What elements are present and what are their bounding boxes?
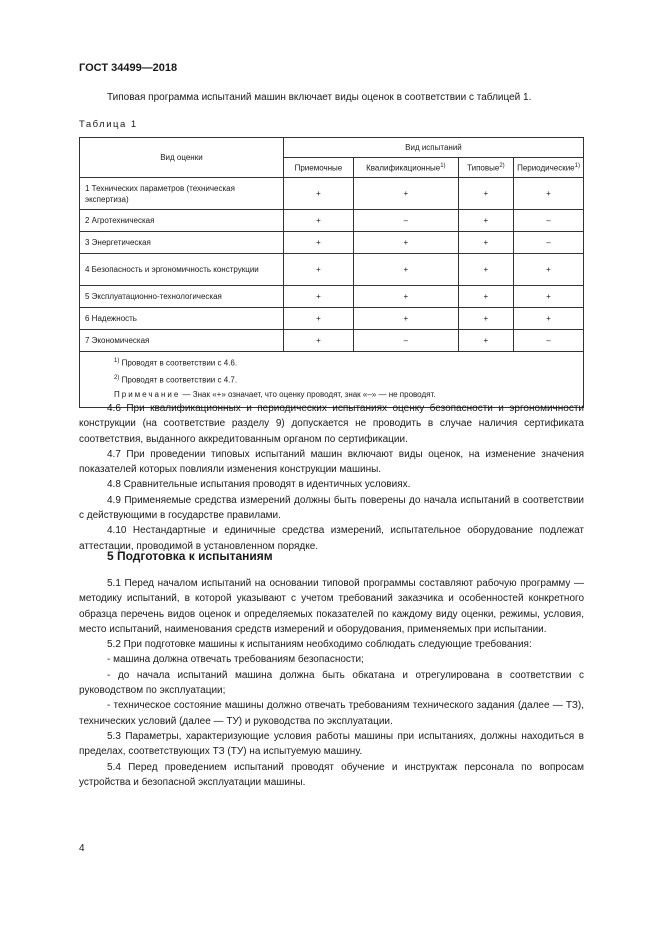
row-mark: + [353, 254, 458, 286]
paragraph: 4.9 Применяемые средства измерений должны быть поверены до начала испытаний в соответствии с действующими в государстве правилами. [79, 494, 584, 522]
row-name: 5 Эксплуатационно-технологическая [80, 286, 284, 308]
row-mark: + [458, 286, 513, 308]
row-name: 1 Технических параметров (техническая экспертиза) [80, 178, 284, 210]
row-mark: + [283, 330, 353, 352]
table-row [80, 178, 584, 210]
row-header: Вид оценки [80, 138, 284, 178]
paragraph: 4.10 Нестандартные и единичные средства измерений, испытательное оборудование подлежат аттестации, проводимой в установленном порядке. [79, 525, 584, 552]
paragraph: 5.4 Перед проведением испытаний проводят обучение и инструктаж персонала по вопросам устройства и безопасной эксплуатации машины. [79, 761, 584, 788]
row-mark: + [458, 178, 513, 210]
row-mark: – [514, 330, 584, 352]
section-title: 5 Подготовка к испытаниям [107, 549, 273, 563]
row-mark: + [514, 254, 584, 286]
row-mark: + [458, 308, 513, 330]
row-mark: + [514, 178, 584, 210]
table-row [80, 254, 584, 286]
table-row [80, 286, 584, 308]
row-name: 2 Агротехническая [80, 210, 284, 232]
paragraph: 4.8 Сравнительные испытания проводят в идентичных условиях. [107, 479, 411, 491]
table-row [80, 232, 584, 254]
column-header: Приемочные [283, 158, 353, 178]
row-mark: – [514, 210, 584, 232]
row-mark: + [458, 254, 513, 286]
row-mark: + [283, 286, 353, 308]
column-header: Типовые$^{2)}$ [458, 158, 513, 178]
list-item: - техническое состояние машины должно отвечать требованиям технического задания (далее — ТЗ), технических условий (далее — ТУ) и руководства по эксплуатации. [79, 700, 584, 727]
footnote: $^{1)}$ Проводят в соответствии с 4.6. [114, 358, 238, 368]
list-item: - машина должна отвечать требованиям безопасности; [107, 654, 364, 666]
paragraph: 5.2 При подготовке машины к испытаниям необходимо соблюдать следующие требования: [107, 639, 532, 651]
paragraph: 4.6 При квалификационных и периодических испытаниях оценку безопасности и эргономичности конструкции (на соответствие разделу 9) допускается не проводить в случае наличия сертификата соответствия, выданного аккредитованным органом по сертификации. [79, 403, 584, 445]
row-name: 4 Безопасность и эргономичность конструкции [80, 254, 284, 286]
row-mark: – [353, 210, 458, 232]
row-mark: + [458, 232, 513, 254]
row-mark: + [283, 254, 353, 286]
paragraph: 5.3 Параметры, характеризующие условия работы машины при испытаниях, должны находиться в пределах, соответствующих ТЗ (ТУ) на испытуемую машину. [79, 730, 584, 758]
footnote: $^{2)}$ Проводят в соответствии с 4.7. [114, 374, 238, 385]
paragraphs-block-1 [79, 401, 584, 554]
document-header: ГОСТ 34499—2018 [79, 62, 178, 74]
row-mark: + [353, 178, 458, 210]
table-row [80, 330, 584, 352]
row-mark: + [283, 308, 353, 330]
row-mark: – [514, 232, 584, 254]
row-mark: + [283, 232, 353, 254]
list-item: - до начала испытаний машина должна быть обкатана и отрегулирована в соответствии с руководством по эксплуатации; [79, 669, 584, 697]
note-text: — Знак «+» означает, что оценку проводят, знак «–» — не проводят. [182, 390, 436, 400]
row-mark: – [353, 330, 458, 352]
paragraphs-block-2 [79, 576, 584, 790]
row-name: 3 Энергетическая [80, 232, 284, 254]
row-name: 7 Экономическая [80, 330, 284, 352]
column-header: Квалификационные$^{1)}$ [353, 158, 458, 178]
row-name: 6 Надежность [80, 308, 284, 330]
col-group-header: Вид испытаний [283, 138, 583, 158]
row-mark: + [514, 286, 584, 308]
paragraph: 4.7 При проведении типовых испытаний машин включают виды оценок, на изменение значения показателей которых повлияли изменения конструкции машины. [79, 448, 584, 476]
table-caption: Таблица 1 [79, 119, 138, 130]
intro-paragraph: Типовая программа испытаний машин включает виды оценок в соответствии с таблицей 1. [107, 92, 532, 103]
row-mark: + [353, 232, 458, 254]
column-header: Периодические$^{1)}$ [514, 158, 584, 178]
table-row [80, 210, 584, 232]
assessment-table [79, 137, 584, 408]
row-mark: + [353, 286, 458, 308]
note-label: Примечание [114, 390, 181, 400]
table-notes [80, 352, 584, 408]
row-mark: + [353, 308, 458, 330]
paragraph: 5.1 Перед началом испытаний на основании типовой программы составляют рабочую программу — методику испытаний, в которой указывают с учетом требований заказчика и особенностей конкретного образца перечень видов оценок и определяемых показателей по каждому виду оценки, режимы, условия, место испытаний, наименования средств измерений и оборудования, применяемых при испытании. [79, 578, 584, 635]
row-mark: + [514, 308, 584, 330]
table-row [80, 308, 584, 330]
row-mark: + [283, 210, 353, 232]
row-mark: + [283, 178, 353, 210]
row-mark: + [458, 210, 513, 232]
page-number: 4 [79, 843, 85, 854]
row-mark: + [458, 330, 513, 352]
